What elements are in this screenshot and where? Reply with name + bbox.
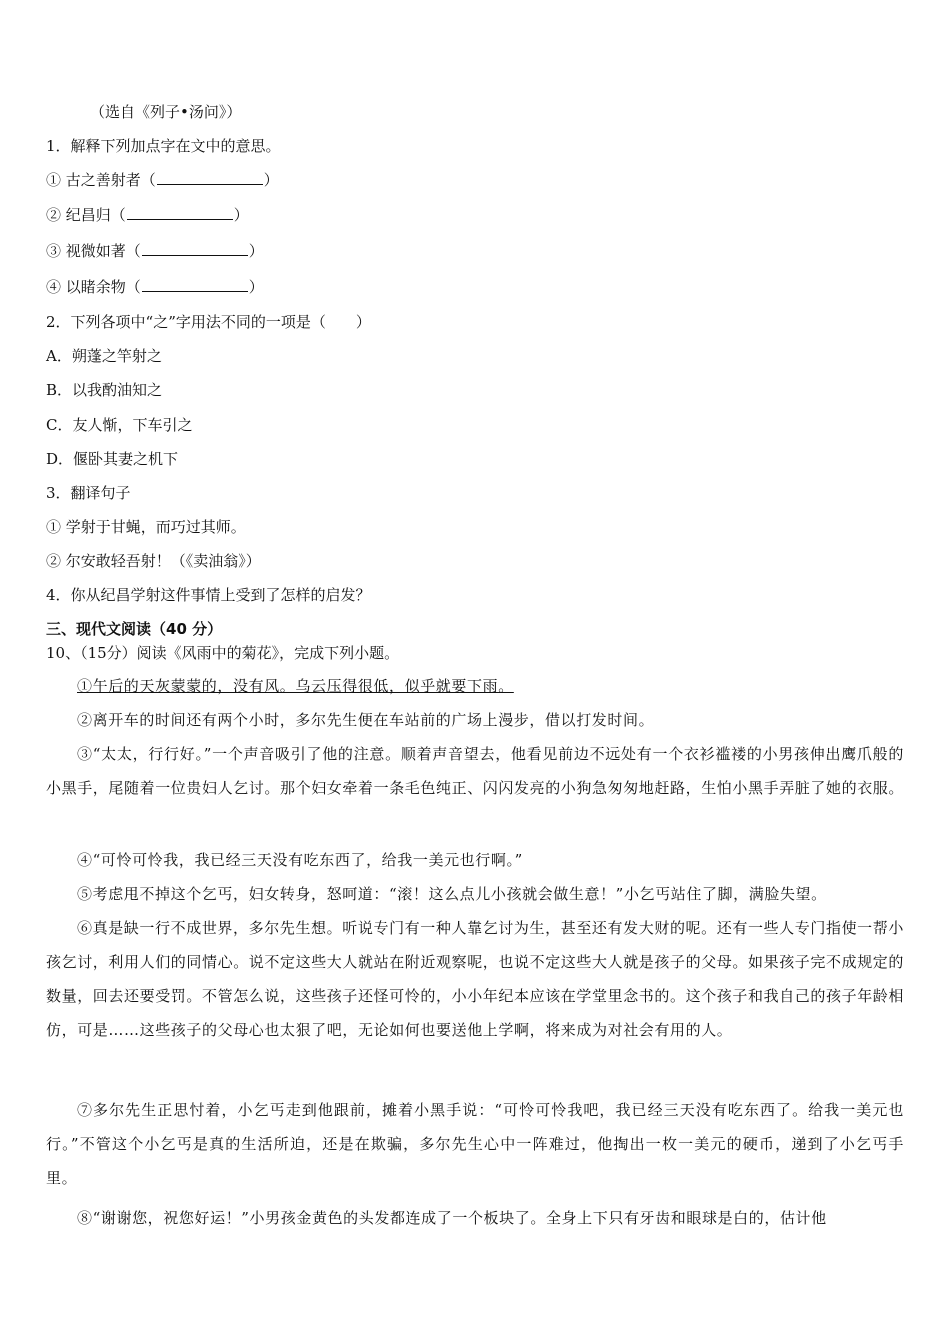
section-heading: 三、现代文阅读（40 分） xyxy=(46,620,223,638)
question-1-item: ① 古之善射者（ ） xyxy=(46,171,279,189)
passage-paragraph-5: ⑤考虑甩不掉这个乞丐，妇女转身，怒呵道：“滚！这么点儿小孩就会做生意！”小乞丐站住了脚，满脸失望。 xyxy=(77,885,827,903)
passage-paragraph-7: ⑦多尔先生正思忖着，小乞丐走到他跟前，摊着小黑手说：“可怜可怜我吧，我已经三天没有吃东西了。给我一美元也行。”不管这个小乞丐是真的生活所迫，还是在欺骗，多尔先生心中一阵难过，他掏出一枚一美元的硬币，递到了小乞丐手里。 xyxy=(46,1101,904,1187)
answer-blank[interactable] xyxy=(127,205,233,220)
source-citation: （选自《列子•汤问》） xyxy=(90,103,242,121)
question-4-prompt: 4．你从纪昌学射这件事情上受到了怎样的启发？ xyxy=(46,586,371,604)
question-1-prompt: 1．解释下列加点字在文中的意思。 xyxy=(46,137,281,155)
question-2-option: A．朔蓬之竿射之 xyxy=(46,347,162,365)
answer-blank[interactable] xyxy=(142,277,248,292)
question-2-prompt: 2．下列各项中“之”字用法不同的一项是（ ） xyxy=(46,313,371,331)
passage-paragraph-2: ②离开车的时间还有两个小时，多尔先生便在车站前的广场上漫步，借以打发时间。 xyxy=(77,711,655,729)
question-1-item: ② 纪昌归（ ） xyxy=(46,206,249,224)
answer-blank[interactable] xyxy=(157,170,263,185)
passage-paragraph-3: ③“太太，行行好。”一个声音吸引了他的注意。顺着声音望去，他看见前边不远处有一个衣衫褴褛的小男孩伸出鹰爪般的小黑手，尾随着一位贵妇人乞讨。那个妇女牵着一条毛色纯正、闪闪发亮的小狗急匆匆地赶路，生怕小黑手弄脏了她的衣服。 xyxy=(46,745,905,797)
question-3-prompt: 3．翻译句子 xyxy=(46,484,131,502)
passage-paragraph-4: ④“可怜可怜我，我已经三天没有吃东西了，给我一美元也行啊。” xyxy=(77,851,523,869)
question-1-item: ④ 以睹余物（ ） xyxy=(46,278,264,296)
question-2-option: C．友人惭，下车引之 xyxy=(46,416,193,434)
question-3-item: ② 尔安敢轻吾射！（《卖油翁》） xyxy=(46,552,261,570)
question-3-item: ① 学射于甘蝇，而巧过其师。 xyxy=(46,518,246,536)
question-2-option: B．以我酌油知之 xyxy=(46,381,163,399)
answer-blank[interactable] xyxy=(142,241,248,256)
passage-paragraph-1: ①午后的天灰蒙蒙的，没有风。乌云压得很低，似乎就要下雨。 xyxy=(77,677,514,695)
passage-paragraph-8: ⑧“谢谢您，祝您好运！”小男孩金黄色的头发都连成了一个板块了。全身上下只有牙齿和眼球是白的，估计他 xyxy=(77,1209,827,1227)
reading-intro: 10、（15分）阅读《风雨中的菊花》，完成下列小题。 xyxy=(46,644,400,662)
passage-paragraph-6: ⑥真是缺一行不成世界，多尔先生想。听说专门有一种人靠乞讨为生，甚至还有发大财的呢。还有一些人专门指使一帮小孩乞讨，利用人们的同情心。说不定这些大人就站在附近观察呢，也说不定这些大人就是孩子的父母。如果孩子完不成规定的数量，回去还要受罚。不管怎么说，这些孩子还怪可怜的，小小年纪本应该在学堂里念书的。这个孩子和我自己的孩子年龄相仿，可是……这些孩子的父母心也太狠了吧，无论如何也要送他上学啊，将来成为对社会有用的人。 xyxy=(46,919,905,1039)
question-2-option: D．偃卧其妻之机下 xyxy=(46,450,179,468)
question-1-item: ③ 视微如著（ ） xyxy=(46,242,264,260)
